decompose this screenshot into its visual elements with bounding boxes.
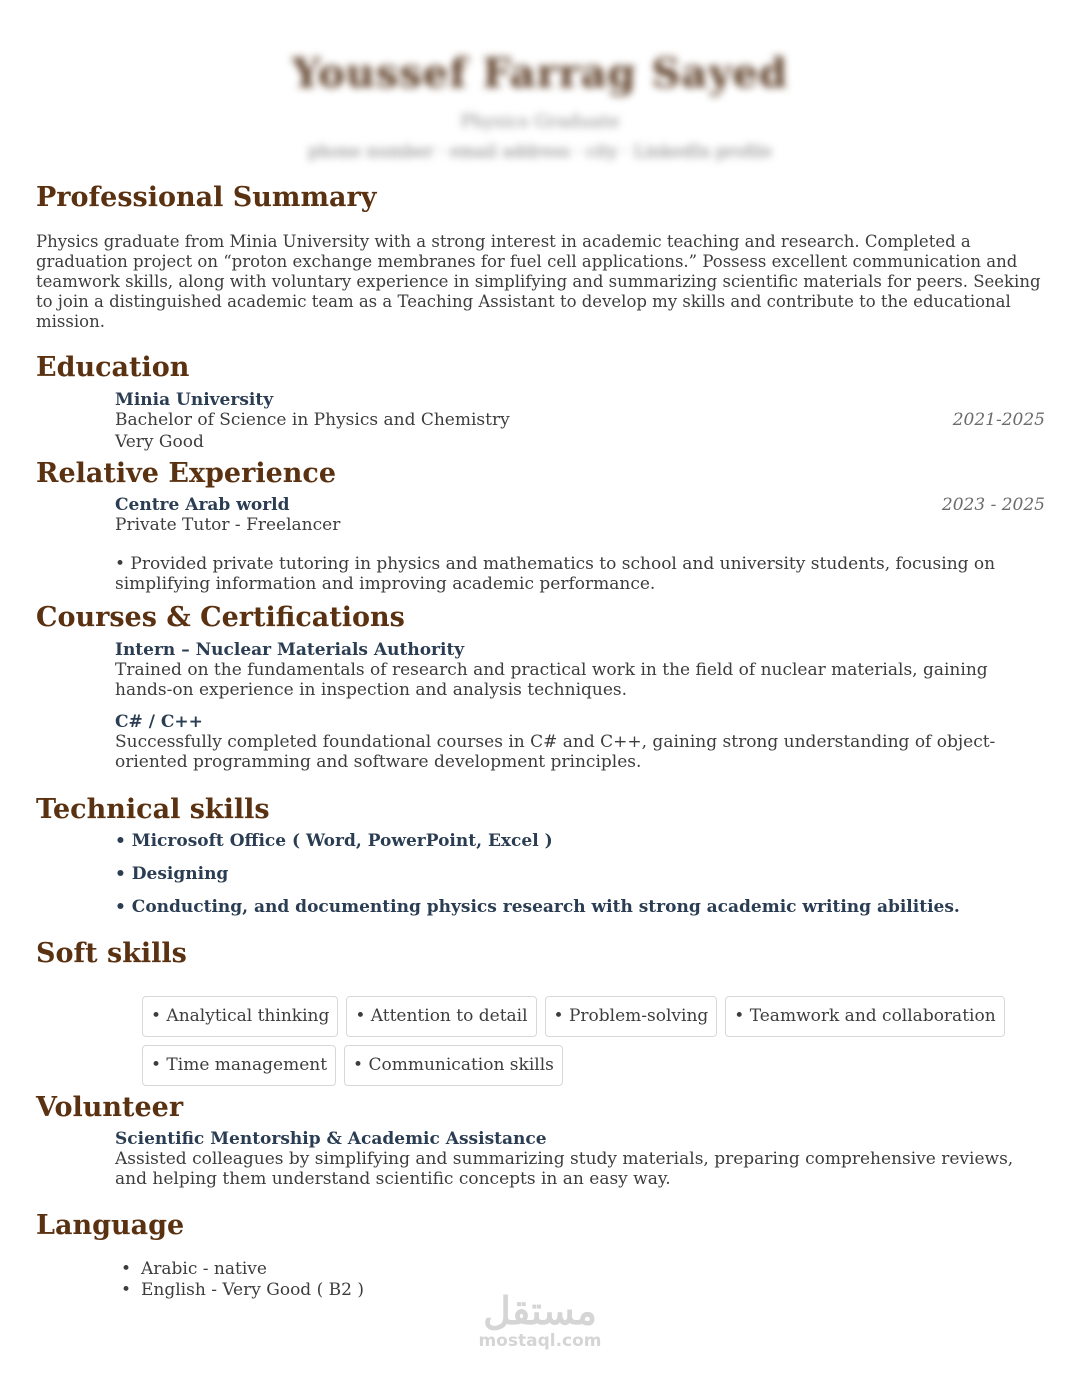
course-item <box>115 712 1045 772</box>
volunteer-entry <box>115 1129 1045 1189</box>
resume-header <box>0 50 1080 162</box>
contact-line: phone number · email address · city · LinkedIn profile <box>308 142 772 162</box>
course-name: C# / C++ <box>115 712 203 732</box>
soft-skill-chip: • Communication skills <box>344 1045 563 1086</box>
soft-skill-chip: • Problem-solving <box>545 996 718 1037</box>
experience-date: 2023 - 2025 <box>941 495 1045 515</box>
technical-skill: • Conducting, and documenting physics research with strong academic writing abilities. <box>115 897 960 917</box>
course-item <box>115 640 1045 700</box>
soft-skill-chip: • Teamwork and collaboration <box>725 996 1004 1037</box>
watermark-latin: mostaql.com <box>478 1331 602 1351</box>
language-list <box>141 1259 364 1301</box>
technical-skill: • Microsoft Office ( Word, PowerPoint, Excel ) <box>115 831 553 851</box>
course-name: Intern – Nuclear Materials Authority <box>115 640 465 660</box>
volunteer-heading: Volunteer <box>36 1092 184 1123</box>
education-entry <box>115 390 1045 452</box>
education-heading: Education <box>36 352 190 383</box>
soft-skill-chip: • Time management <box>142 1045 336 1086</box>
experience-entry <box>115 495 1045 594</box>
language-heading: Language <box>36 1210 185 1241</box>
summary-text: Physics graduate from Minia University with a strong interest in academic teaching and research. Completed a graduation project on “proton exchange membranes for fuel cell applications.” Possess excellent communication and teamwork skills, along with voluntary experience in simplifying and summarizing scientific materials for peers. Seeking to join a distinguished academic team as a Teaching Assistant to develop my skills and contribute to the educational mission. <box>36 232 1041 331</box>
experience-role: Private Tutor - Freelancer <box>115 515 341 535</box>
course-desc: Successfully completed foundational courses in C# and C++, gaining strong understanding of object-oriented programming and software development principles. <box>115 732 996 772</box>
education-grade: Very Good <box>115 432 204 452</box>
courses-heading: Courses & Certifications <box>36 602 405 633</box>
course-desc: Trained on the fundamentals of research and practical work in the field of nuclear materials, gaining hands-on experience in inspection and analysis techniques. <box>115 660 988 700</box>
soft-skill-chip: • Attention to detail <box>346 996 536 1037</box>
language-item: • Arabic - native <box>141 1259 364 1280</box>
education-date: 2021-2025 <box>952 410 1045 430</box>
experience-bullet: • Provided private tutoring in physics and mathematics to school and university students, focusing on simplifying information and improving academic performance. <box>115 554 996 594</box>
watermark-arabic: مستقل <box>483 1288 597 1333</box>
experience-heading: Relative Experience <box>36 458 337 489</box>
summary-heading: Professional Summary <box>36 182 377 213</box>
soft-skill-chip: • Analytical thinking <box>142 996 338 1037</box>
volunteer-name: Scientific Mentorship & Academic Assistance <box>115 1129 547 1149</box>
soft-skills-row <box>142 1045 563 1086</box>
volunteer-desc: Assisted colleagues by simplifying and summarizing study materials, preparing comprehensive reviews, and helping them understand scientific concepts in an easy way. <box>115 1149 1014 1189</box>
candidate-subtitle: Physics Graduate <box>460 111 620 132</box>
candidate-name: Youssef Farrag Sayed <box>291 50 788 97</box>
technical-heading: Technical skills <box>36 794 270 825</box>
technical-skill: • Designing <box>115 864 229 884</box>
education-degree: Bachelor of Science in Physics and Chemistry <box>115 410 510 430</box>
language-item: • English - Very Good ( B2 ) <box>141 1280 364 1301</box>
soft-skills-row <box>142 996 1005 1037</box>
mostaql-watermark <box>470 1290 610 1350</box>
education-institution: Minia University <box>115 390 274 410</box>
soft-heading: Soft skills <box>36 938 187 969</box>
experience-org: Centre Arab world <box>115 495 290 515</box>
